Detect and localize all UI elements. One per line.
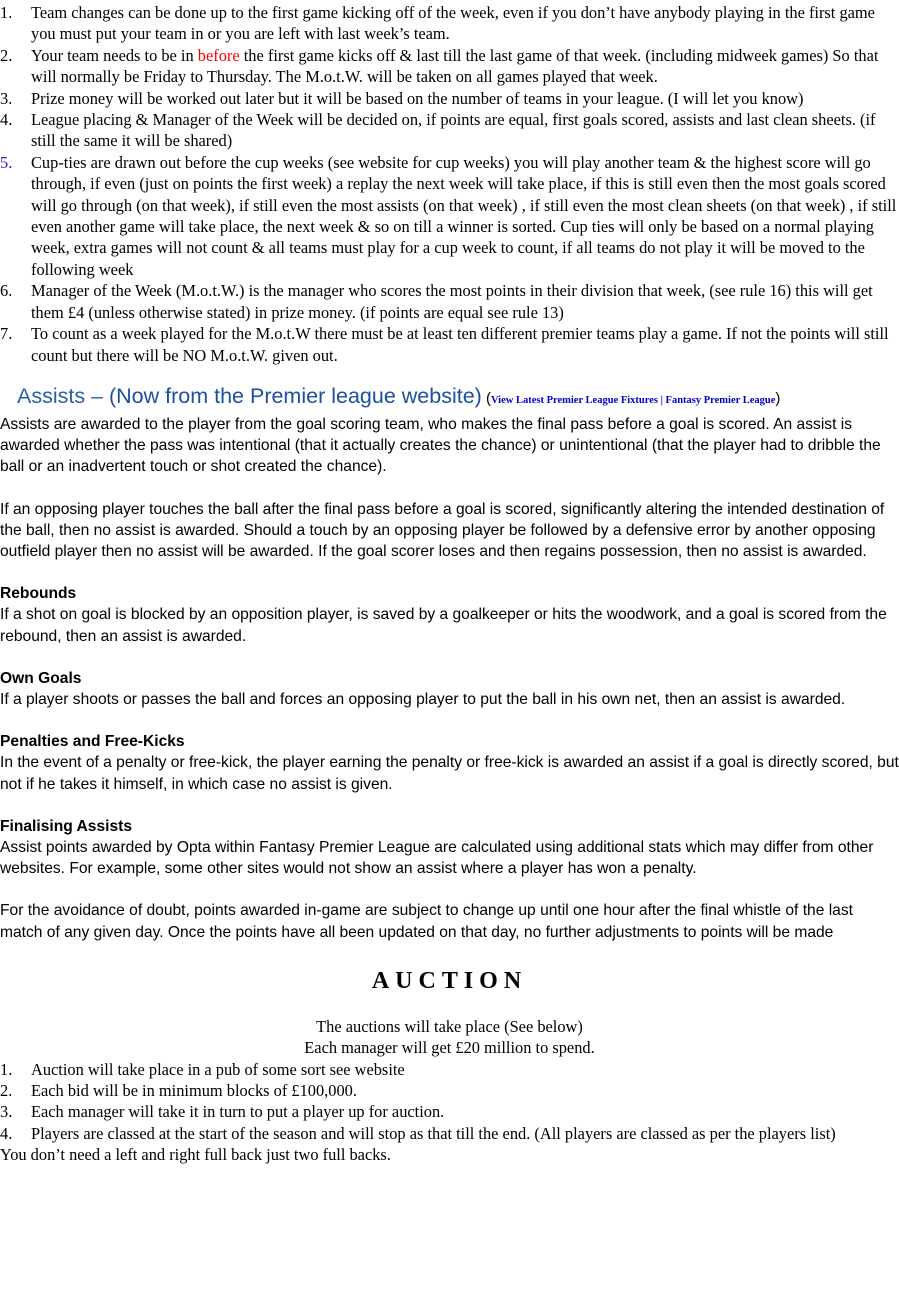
auction-rule-item [0, 1123, 899, 1144]
rule-item [0, 323, 899, 366]
auction-rule-number: 3. [0, 1102, 13, 1122]
auction-line-1: The auctions will take place (See below) [316, 1016, 583, 1036]
highlight-before: before [197, 45, 240, 65]
assists-body [0, 414, 899, 943]
section-title-penalties: Penalties and Free-Kicks [0, 733, 185, 751]
link-open-paren: ( [481, 389, 491, 407]
auction-title: AUCTION [371, 967, 528, 994]
rule-text: Cup-ties are drawn out before the cup weeks (see website for cup weeks) you will play another team & the highest score will go through, if even (just on points the first week) a replay the next week will take place, if this is still even then the most goals scored will go through (on that week), if still even the most assists (on that week) , if still even the most clean sheets (on that week) , if still even another game will take place, the next week & so on till a winner is sorted. Cup ties will only be based on a normal playing week, extra games will not count & all teams must play for a cup week to count, if all teams do not play it will be moved to the following week [31, 152, 897, 279]
rule-number: 7. [0, 324, 13, 344]
section-body-own-goals: If a player shoots or passes the ball and forces an opposing player to put the ball in his own net, then an assist is awarded. [0, 690, 846, 708]
auction-rule-number: 2. [0, 1080, 13, 1100]
rule-text: Prize money will be worked out later but it will be based on the number of teams in your league. (I will let you know) [31, 88, 804, 108]
rule-number: 5. [0, 152, 13, 172]
assists-opposing: If an opposing player touches the ball after the final pass before a goal is scored, significantly altering the intended destination of the ball, then no assist is awarded. Should a touch by an opposing player be followed by a defensive error by another opposing outfield player then no assist will be awarded. If the goal scorer loses and then regains possession, then no assist is awarded. [0, 500, 885, 560]
section-body-rebounds: If a shot on goal is blocked by an opposition player, is saved by a goalkeeper or hits the woodwork, and a goal is scored from the rebound, then an assist is awarded. [0, 606, 887, 645]
auction-rules-list [0, 1059, 899, 1145]
auction-rule-number: 1. [0, 1059, 13, 1079]
rule-item [0, 280, 899, 323]
auction-rule-text: Each bid will be in minimum blocks of £100,000. [31, 1080, 357, 1100]
auction-rule-text: Auction will take place in a pub of some sort see website [31, 1059, 405, 1079]
auction-line-2: Each manager will get £20 million to spend. [304, 1038, 595, 1058]
rule-item [0, 109, 899, 152]
section-title-rebounds: Rebounds [0, 585, 77, 603]
assists-heading-source: (Now from the Premier league website) [109, 383, 482, 408]
auction-footer: You don’t need a left and right full back just two full backs. [0, 1145, 391, 1165]
section-title-finalising: Finalising Assists [0, 817, 133, 835]
rule-number: 1. [0, 3, 13, 22]
rule-text: Manager of the Week (M.o.t.W.) is the manager who scores the most points in their division that week, (see rule 16) this will get them £4 (unless otherwise stated) in prize money. (if points are equal see rule 13) [31, 281, 873, 322]
auction-rule-item [0, 1059, 899, 1080]
rule-number: 6. [0, 281, 13, 301]
auction-rule-number: 4. [0, 1123, 13, 1143]
auction-rule-text: Players are classed at the start of the season and will stop as that till the end. (All players are classed as per the players list) [31, 1123, 836, 1143]
section-title-own-goals: Own Goals [0, 669, 82, 687]
rule-item [0, 45, 899, 88]
auction-rule-text: Each manager will take it in turn to put a player up for auction. [31, 1102, 445, 1122]
rule-item [0, 152, 899, 280]
section-body-finalising: Assist points awarded by Opta within Fantasy Premier League are calculated using additional stats which may differ from other websites. For example, some other sites would not show an assist where a player has won a penalty. [0, 838, 874, 878]
link-close-paren: ) [775, 389, 781, 407]
rule-item [0, 88, 899, 109]
rule-number: 3. [0, 88, 13, 108]
assists-closing: For the avoidance of doubt, points awarded in-game are subject to change up until one hour after the final whistle of the last match of any given day. Once the points have all been updated on that day, no further adjustments to points will be made [0, 902, 853, 941]
assists-heading-label: Assists – [17, 383, 109, 408]
section-body-penalties: In the event of a penalty or free-kick, the player earning the penalty or free-kick is awarded an assist if a goal is directly scored, but not if he takes it himself, in which case no assist is given. [0, 754, 899, 793]
rule-text: Team changes can be done up to the first game kicking off of the week, even if you don’t have anybody playing in the first game you must put your team in or you are left with last week’s team. [31, 3, 875, 44]
rule-text: League placing & Manager of the Week will be decided on, if points are equal, first goals scored, assists and last clean sheets. (if still the same it will be shared) [31, 110, 876, 151]
rule-text: To count as a week played for the M.o.t.W there must be at least ten different premier teams play a game. If not the points will still count but there will be NO M.o.t.W. given out. [31, 324, 889, 365]
rule-number: 2. [0, 45, 13, 65]
rules-list [0, 2, 899, 366]
rule-text-pre: Your team needs to be in [31, 45, 198, 65]
auction-rule-item [0, 1080, 899, 1101]
auction-rule-item [0, 1101, 899, 1122]
rule-item [0, 2, 899, 45]
assists-intro: Assists are awarded to the player from the goal scoring team, who makes the final pass before a goal is scored. An assist is awarded whether the pass was intentional (that it actually creates the chance) or unintentional (that the player had to dribble the ball or an inadvertent touch or shot created the chance). [0, 415, 881, 476]
assists-heading [0, 383, 899, 414]
rule-text-post: the first game kicks off & last till the last game of that week. (including midweek games) So that will normally be Friday to Thursday. The M.o.t.W. will be taken on all games played that week. [31, 45, 879, 87]
rule-number: 4. [0, 110, 13, 130]
fixtures-link[interactable]: View Latest Premier League Fixtures | Fantasy Premier League [490, 394, 776, 406]
